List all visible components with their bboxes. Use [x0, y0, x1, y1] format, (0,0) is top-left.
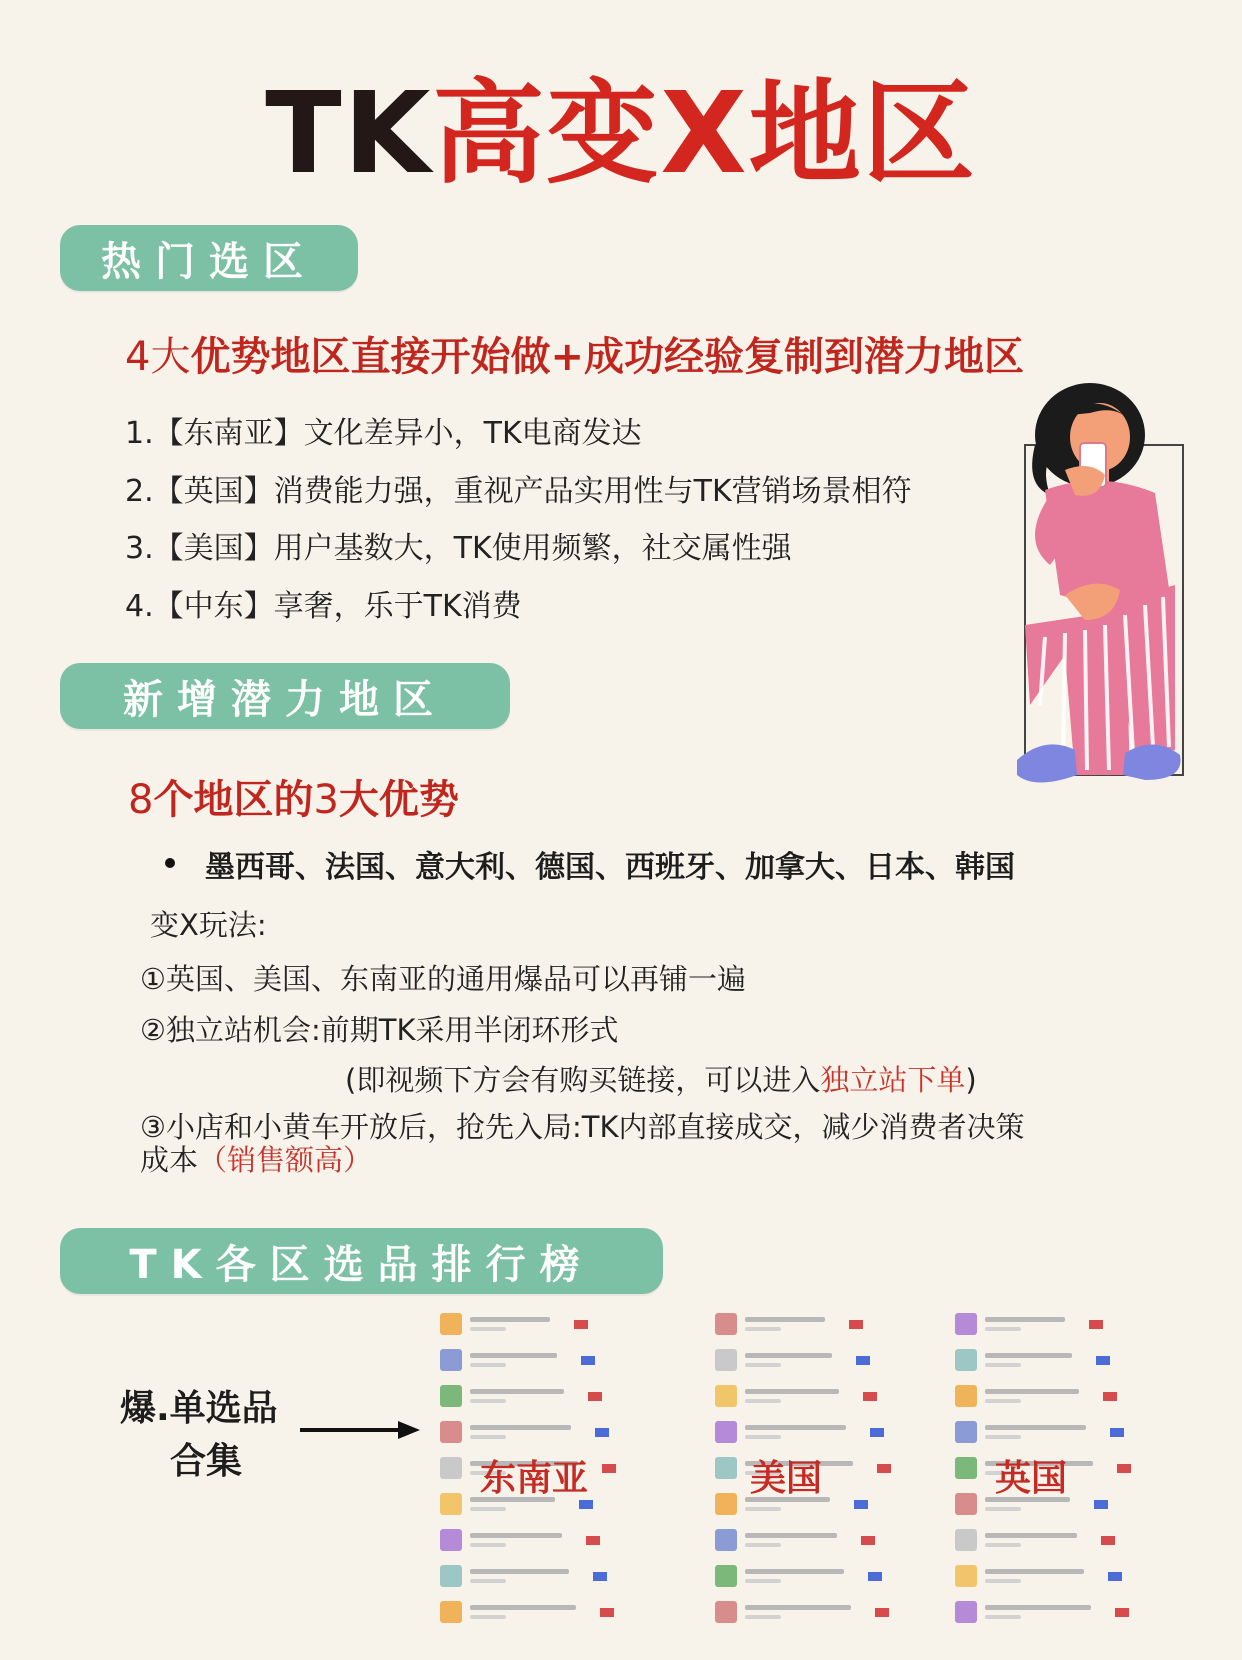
product-thumbnail — [440, 1601, 462, 1623]
product-text-blur — [985, 1353, 1072, 1367]
shoe-right — [1123, 744, 1181, 780]
ranking-row — [715, 1529, 875, 1551]
ranking-row — [440, 1421, 609, 1443]
ranking-row — [955, 1385, 1117, 1407]
ranking-row — [715, 1313, 863, 1335]
flag-icon — [1089, 1320, 1103, 1329]
flag-icon — [602, 1464, 616, 1473]
play-item-2-note: (即视频下方会有购买链接，可以进入独立站下单) — [345, 1063, 977, 1097]
product-text-blur — [745, 1353, 832, 1367]
flag-icon — [863, 1392, 877, 1401]
flag-icon — [877, 1464, 891, 1473]
product-text-blur — [470, 1425, 571, 1439]
ranking-row — [715, 1421, 884, 1443]
ranking-row — [715, 1601, 889, 1623]
product-text-blur — [985, 1317, 1065, 1331]
woman-phone-illustration — [1005, 375, 1200, 830]
hot-item-4: 4.【中东】享奢，乐于TK消费 — [125, 589, 522, 624]
play-item-1: ①英国、美国、东南亚的通用爆品可以再铺一遍 — [140, 962, 746, 996]
flag-icon — [1103, 1392, 1117, 1401]
product-text-blur — [470, 1569, 569, 1583]
product-thumbnail — [955, 1601, 977, 1623]
flag-icon — [586, 1536, 600, 1545]
product-thumbnail — [715, 1565, 737, 1587]
product-thumbnail — [955, 1313, 977, 1335]
flag-icon — [875, 1608, 889, 1617]
product-thumbnail — [955, 1493, 977, 1515]
product-thumbnail — [440, 1421, 462, 1443]
product-thumbnail — [440, 1313, 462, 1335]
ranking-row — [440, 1529, 600, 1551]
product-thumbnail — [955, 1565, 977, 1587]
product-thumbnail — [440, 1529, 462, 1551]
product-text-blur — [470, 1353, 557, 1367]
hot-item-3: 3.【美国】用户基数大，TK使用频繁，社交属性强 — [125, 531, 792, 566]
flag-icon — [861, 1536, 875, 1545]
product-text-blur — [745, 1569, 844, 1583]
product-thumbnail — [440, 1493, 462, 1515]
bullet-dot — [165, 858, 175, 868]
ranking-row — [440, 1313, 588, 1335]
ranking-row — [440, 1601, 614, 1623]
product-thumbnail — [715, 1529, 737, 1551]
countries-list: 墨西哥、法国、意大利、德国、西班牙、加拿大、日本、韩国 — [205, 850, 1015, 885]
product-text-blur — [470, 1533, 562, 1547]
flag-icon — [870, 1428, 884, 1437]
title-part1: TK — [265, 69, 433, 199]
section-new-heading: 新增潜力地区 — [60, 663, 510, 729]
flag-icon — [581, 1356, 595, 1365]
product-thumbnail — [440, 1385, 462, 1407]
product-thumbnail — [440, 1565, 462, 1587]
subtitle-num: 4大 — [125, 334, 191, 380]
hot-item-1: 1.【东南亚】文化差异小，TK电商发达 — [125, 416, 642, 451]
region-label-us: 美国 — [750, 1458, 823, 1499]
ranking-row — [715, 1349, 870, 1371]
subtitle-rest: 优势地区直接开始做+成功经验复制到潜力地区 — [190, 334, 1024, 380]
product-text-blur — [985, 1389, 1079, 1403]
ranking-row — [715, 1385, 877, 1407]
flag-icon — [868, 1572, 882, 1581]
product-text-blur — [985, 1425, 1086, 1439]
product-thumbnail — [440, 1457, 462, 1479]
ranking-row — [440, 1349, 595, 1371]
section-rank-heading: TK各区选品排行榜 — [60, 1228, 663, 1294]
product-thumbnail — [715, 1457, 737, 1479]
side-label-1: 爆.单选品 — [120, 1388, 278, 1429]
product-text-blur — [470, 1389, 564, 1403]
product-thumbnail — [715, 1349, 737, 1371]
flag-icon — [595, 1428, 609, 1437]
product-thumbnail — [955, 1385, 977, 1407]
ranking-row — [955, 1529, 1115, 1551]
flag-icon — [1110, 1428, 1124, 1437]
ranking-row — [955, 1565, 1122, 1587]
product-thumbnail — [715, 1313, 737, 1335]
product-text-blur — [745, 1389, 839, 1403]
play-item-3: ③小店和小黄车开放后，抢先入局:TK内部直接成交，减少消费者决策 — [140, 1110, 1025, 1144]
flag-icon — [1094, 1500, 1108, 1509]
product-thumbnail — [955, 1421, 977, 1443]
hot-item-2: 2.【英国】消费能力强，重视产品实用性与TK营销场景相符 — [125, 474, 912, 509]
product-thumbnail — [715, 1493, 737, 1515]
section-new-subtitle: 8个地区的3大优势 — [128, 777, 459, 823]
side-label-2: 合集 — [170, 1441, 243, 1482]
flag-icon — [574, 1320, 588, 1329]
product-text-blur — [985, 1605, 1091, 1619]
page-title — [0, 69, 1242, 199]
ranking-row — [955, 1601, 1129, 1623]
flag-icon — [849, 1320, 863, 1329]
product-thumbnail — [715, 1421, 737, 1443]
product-text-blur — [470, 1317, 550, 1331]
flag-icon — [588, 1392, 602, 1401]
flag-icon — [1101, 1536, 1115, 1545]
flag-icon — [600, 1608, 614, 1617]
flag-icon — [1108, 1572, 1122, 1581]
product-text-blur — [745, 1605, 851, 1619]
product-text-blur — [985, 1533, 1077, 1547]
play-label: 变X玩法: — [150, 908, 267, 942]
flag-icon — [854, 1500, 868, 1509]
product-thumbnail — [715, 1385, 737, 1407]
arrow-right-icon — [300, 1418, 420, 1442]
ranking-row — [440, 1385, 602, 1407]
ranking-screenshots — [440, 1305, 1220, 1640]
flag-icon — [856, 1356, 870, 1365]
ranking-row — [955, 1313, 1103, 1335]
product-text-blur — [745, 1533, 837, 1547]
play-item-3-cont: 成本（销售额高） — [140, 1143, 373, 1177]
product-thumbnail — [715, 1601, 737, 1623]
product-text-blur — [745, 1317, 825, 1331]
section-hot-subtitle — [125, 325, 1024, 382]
ranking-row — [955, 1421, 1124, 1443]
product-thumbnail — [955, 1457, 977, 1479]
product-text-blur — [985, 1569, 1084, 1583]
flag-icon — [593, 1572, 607, 1581]
product-text-blur — [745, 1425, 846, 1439]
product-thumbnail — [955, 1529, 977, 1551]
region-label-sea: 东南亚 — [480, 1458, 589, 1499]
ranking-row — [715, 1565, 882, 1587]
region-label-uk: 英国 — [995, 1458, 1068, 1499]
product-thumbnail — [955, 1349, 977, 1371]
title-part2: 高变X地区 — [432, 69, 977, 199]
ranking-row — [440, 1565, 607, 1587]
flag-icon — [1096, 1356, 1110, 1365]
product-text-blur — [470, 1605, 576, 1619]
product-thumbnail — [440, 1349, 462, 1371]
flag-icon — [1117, 1464, 1131, 1473]
flag-icon — [1115, 1608, 1129, 1617]
play-item-2: ②独立站机会:前期TK采用半闭环形式 — [140, 1013, 619, 1047]
ranking-row — [955, 1349, 1110, 1371]
section-hot-heading: 热门选区 — [60, 225, 358, 291]
